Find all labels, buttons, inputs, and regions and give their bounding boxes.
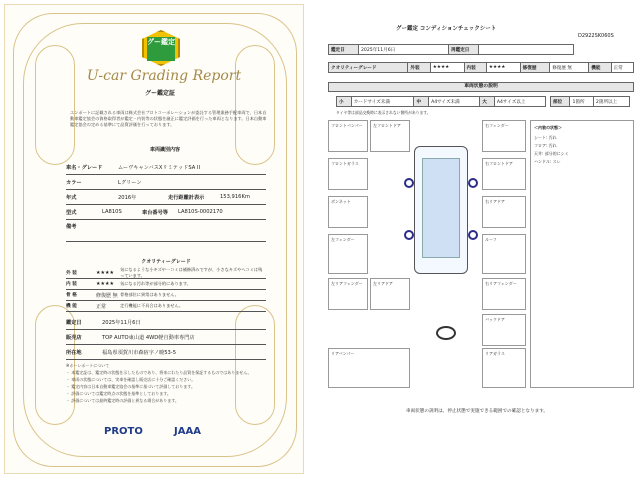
interior-title: ＜内装の状態＞ — [534, 125, 562, 130]
int-label: 内装 — [464, 63, 486, 73]
legend-one: 1箇所 — [570, 97, 593, 107]
grade-key: 機 能 — [66, 304, 77, 309]
vehicle-name-row — [66, 160, 266, 175]
damage-box — [482, 348, 526, 388]
vehicle-year-row — [66, 190, 266, 205]
part-label: リアバンパー — [331, 351, 355, 356]
certificate-intro: エンポートに記載される車両は株式会社プロトコーポレーションが委託する管理業務手配車両で、日本自動車鑑定協会の資格取得者が鑑定・内装等の状態を厳正に鑑定評価を行った車両となります。日本自動車鑑定協会の定める基準にて品質評価を行っております。 — [70, 110, 267, 128]
wheel-icon — [404, 230, 414, 240]
interior-item: シート: 汚れ — [534, 135, 557, 140]
legend-large: 大 — [480, 97, 495, 107]
vehicle-color-value: Lグリーン — [118, 179, 142, 186]
part-label: バックドア — [485, 317, 505, 322]
inspection-date-row — [66, 315, 266, 330]
chassis-value: LA810S-0002170 — [178, 209, 223, 215]
part-label: 左リアフェンダー — [331, 281, 363, 286]
certificate-notes — [66, 362, 276, 404]
damage-box — [328, 120, 368, 152]
part-label: フロントバンパー — [331, 123, 363, 128]
steering-icon — [436, 326, 456, 340]
certificate-subtitle: グー鑑定証 — [144, 90, 175, 97]
wheel-icon — [468, 178, 478, 188]
damage-box — [482, 120, 526, 152]
address-value: 福島県須賀川市森宿字ノ暁53-5 — [102, 349, 177, 356]
date-table — [328, 44, 574, 55]
grade-stars: 修復歴 無 — [96, 292, 118, 299]
vehicle-name-value: ムーヴキャンバスXリミテッドSA II — [118, 164, 201, 171]
damage-box — [370, 278, 410, 310]
sheet-title: グー鑑定 コンディションチェックシート — [396, 26, 497, 32]
date-label: 鑑定日 — [329, 45, 359, 55]
damage-box — [482, 196, 526, 228]
part-label: 左フェンダー — [331, 237, 355, 242]
grade-row — [66, 279, 266, 290]
dealer-label: 販売店 — [66, 334, 82, 341]
grade-text: 骨格部位に異常はありません。 — [120, 292, 179, 297]
diagram-title: 車両状態の説明 — [328, 82, 634, 92]
vehicle-model-row — [66, 205, 266, 220]
vehicle-notes-row — [66, 220, 266, 242]
grade-key: 骨 格 — [66, 293, 77, 298]
bottom-note: 車両状態の説明は、停止状態で実施できる範囲での確認となります。 — [405, 409, 549, 414]
func-label: 機能 — [589, 63, 611, 73]
part-label: ルーフ — [485, 237, 497, 242]
part-label: 左リアドア — [373, 281, 393, 286]
mileage-label: 走行距離計表示 — [168, 194, 205, 201]
note-item: ・ 評価については鑑定時点の状態を基準としております。 — [66, 391, 171, 396]
damage-box — [328, 278, 368, 310]
size-legend — [336, 96, 546, 107]
grade-text: 気になる汚れ等が部分的にあります。 — [120, 281, 191, 286]
grade-table — [328, 62, 634, 73]
notes-header: ※ホーレポートについて — [66, 363, 110, 368]
part-label: リアガラス — [485, 351, 505, 356]
date-value: 2025年11月6日 — [359, 45, 449, 55]
part-label: 左フロントドア — [373, 123, 401, 128]
grade-stars: ★★★★ — [96, 281, 114, 287]
sheet-code: D2922SK060S — [578, 33, 614, 39]
ext-label: 外装 — [408, 63, 430, 73]
grade-text: 走行機能に不具合はありません。 — [120, 303, 184, 308]
condition-check-sheet — [318, 8, 636, 474]
car-roof — [422, 158, 460, 258]
part-label: 右リアフェンダー — [485, 281, 517, 286]
flourish-left — [35, 45, 75, 165]
address-label: 所在地 — [66, 349, 82, 356]
interior-item: ハンドル: スレ — [534, 159, 561, 164]
func-value: 正常 — [611, 63, 633, 73]
damage-box — [328, 348, 410, 388]
vehicle-color-row — [66, 175, 266, 190]
part-label: ボンネット — [331, 199, 351, 204]
part-label: フロントガラス — [331, 161, 359, 166]
grade-stars: 正常 — [96, 303, 107, 310]
part-label: 右フェンダー — [485, 123, 509, 128]
part-label: 右リアドア — [485, 199, 505, 204]
interior-item: フロア: 汚れ — [534, 143, 557, 148]
vehicle-year-label: 年式 — [66, 194, 77, 201]
address-row — [66, 345, 266, 360]
certificate-title: U-car Grading Report — [86, 68, 242, 84]
legend-many: 2箇所以上 — [593, 97, 629, 107]
interior-item: 天井: 部分的にシミ — [534, 151, 569, 156]
quality-label: クオリティーグレード — [329, 63, 408, 73]
grade-row — [66, 268, 266, 279]
chassis-label: 車台番号等 — [142, 209, 168, 216]
vehicle-year-value: 2016年 — [118, 194, 137, 201]
model-label: 型式 — [66, 209, 77, 216]
frame-value: 修復歴 無 — [550, 63, 589, 73]
grade-row — [66, 290, 266, 301]
damage-box — [482, 234, 526, 274]
vehicle-name-label: 車名・グレード — [66, 164, 103, 171]
damage-box — [482, 278, 526, 310]
dealer-value: TOP AUTO東山道 4WD軽自動車専門店 — [102, 334, 195, 341]
jaaa-logo: JAAA — [174, 426, 201, 437]
legend-mid: 中 — [414, 97, 429, 107]
damage-box — [328, 234, 368, 274]
count-legend — [550, 96, 630, 107]
legend-small-desc: カードサイズ未満 — [351, 97, 414, 107]
grade-row — [66, 301, 266, 312]
note-item: ・ 評価については最終鑑定時の評価と異なる場合があります。 — [66, 398, 179, 403]
inspection-date-label: 鑑定日 — [66, 319, 82, 326]
damage-box — [482, 158, 526, 190]
grade-text: 気になるような小キズや一コミは補修済みですが、小さなキズやヘコミは残っています。 — [120, 267, 263, 278]
legend-note: タイヤ等は部品交換時に表示されない箇所があります。 — [336, 110, 431, 115]
vehicle-color-label: カラー — [66, 179, 82, 186]
inspection-date-value: 2025年11月6日 — [102, 319, 141, 326]
dealer-row — [66, 330, 266, 345]
goo-badge-label: グー鑑定 — [147, 37, 175, 61]
grade-stars: ★★★★ — [96, 270, 114, 276]
vehicle-section-title: 車両識別内容 — [149, 147, 180, 153]
grade-key: 内 装 — [66, 282, 77, 287]
note-item: ・ 本鑑定証は、鑑定時の状態を示したものであり、将来にわたり品質を保証するものではありません。 — [66, 370, 252, 375]
note-item: ・ 鑑定内容は日本自動車鑑定協会の基準に基づいて評価しております。 — [66, 384, 195, 389]
proto-logo: PROTO — [104, 426, 143, 437]
damage-box — [482, 314, 526, 346]
legend-large-desc: A4サイズ以上 — [494, 97, 545, 107]
damage-box — [370, 120, 410, 152]
wheel-icon — [468, 230, 478, 240]
reinspection-label: 再鑑定日 — [449, 45, 479, 55]
reinspection-value — [479, 45, 574, 55]
legend-mid-desc: A4サイズ未満 — [429, 97, 480, 107]
grade-key: 外 装 — [66, 271, 77, 276]
int-stars: ★★★★ — [486, 63, 520, 73]
frame-label: 修復歴 — [520, 63, 550, 73]
interior-panel — [530, 120, 634, 388]
quality-grade-title: クオリティーグレード — [141, 259, 191, 265]
legend-part: 部位 — [551, 97, 570, 107]
model-value: LA810S — [102, 209, 122, 215]
damage-box — [328, 196, 368, 228]
damage-box — [328, 158, 368, 190]
ext-stars: ★★★★ — [430, 63, 464, 73]
mileage-value: 153,916Km — [220, 194, 250, 200]
wheel-icon — [404, 178, 414, 188]
part-label: 右フロントドア — [485, 161, 513, 166]
note-item: ・ 車両の状態については、実車を確認し販売店に十分ご確認ください。 — [66, 377, 196, 382]
notes-label: 備考 — [66, 224, 77, 230]
legend-small: 小 — [337, 97, 352, 107]
